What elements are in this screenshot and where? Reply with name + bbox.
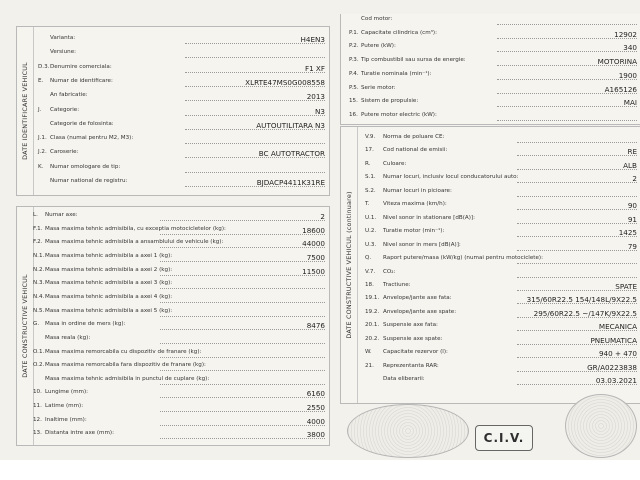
field-row — [38, 163, 325, 174]
value-underline — [160, 275, 325, 276]
field-label: Masa maxima remorcabila fara dispozitiv de franare (kg): — [45, 362, 206, 369]
field-value: MECANICA — [598, 322, 637, 332]
side-label: DATE CONSTRUCTIVE VEHICUL (continuare) — [341, 127, 358, 403]
field-label: Capacitate cilindrica (cm³): — [361, 29, 437, 36]
field-code: N.1. — [33, 252, 45, 259]
field-label: Reprezentanta RAR: — [383, 362, 439, 369]
field-label: Lungime (mm): — [45, 389, 89, 396]
value-underline — [497, 24, 637, 25]
field-code: F.2. — [33, 239, 43, 246]
field-code: J. — [38, 106, 42, 113]
field-code: 15. — [349, 98, 358, 105]
value-underline — [160, 438, 325, 439]
field-label: Raport putere/masa (kW/kg) (numai pentru motociclete): — [383, 255, 543, 262]
field-row — [33, 429, 325, 440]
field-label: Tractiune: — [383, 281, 411, 288]
field-code: V.7. — [365, 268, 376, 275]
side-label: DATE IDENTIFICARE VEHICUL — [17, 27, 34, 195]
field-code: S.1. — [365, 174, 376, 181]
field-row — [365, 200, 637, 211]
field-code: J.1. — [38, 135, 47, 142]
field-code: 16. — [349, 111, 358, 118]
field-label: Numar locuri, inclusiv locul conducatorului auto: — [383, 174, 519, 181]
field-row — [38, 134, 325, 145]
field-value: 03.03.2021 — [595, 376, 637, 386]
field-code: E. — [38, 77, 44, 84]
field-code: 12. — [33, 416, 42, 423]
field-label: Masa maxima tehnic admisibila a axei 1 (kg): — [45, 252, 173, 259]
field-row — [33, 348, 325, 359]
field-code: 17. — [365, 147, 374, 154]
field-label: Masa maxima tehnic admisibila in punctul de cuplare (kg): — [45, 375, 210, 382]
field-value: PNEUMATICA — [590, 335, 637, 345]
field-label: Numar axe: — [45, 212, 78, 218]
field-value: 1900 — [618, 70, 637, 80]
field-label: Categorie de folosinta: — [50, 120, 114, 127]
field-label: Nivel sonor in stationare [dB(A)]: — [383, 214, 475, 221]
field-code: V.9. — [365, 134, 376, 140]
field-value: XLRTE47MS0G008558 — [245, 77, 325, 87]
field-value: H4EN3 — [300, 35, 325, 44]
field-row — [349, 42, 637, 53]
value-underline — [185, 100, 325, 101]
field-row — [38, 148, 325, 159]
field-code: K. — [38, 163, 44, 170]
field-label: Numar omologare de tip: — [50, 163, 121, 170]
side-label: DATE CONSTRUCTIVE VEHICUL — [17, 207, 34, 445]
field-code: N.2. — [33, 266, 45, 273]
field-value: 2 — [320, 212, 325, 221]
field-row — [365, 214, 637, 225]
field-code: O.1. — [33, 348, 45, 355]
field-row — [33, 252, 325, 263]
field-label: Numar de identificare: — [50, 77, 113, 84]
field-code: 21. — [365, 362, 374, 369]
field-label: Masa maxima tehnic admisibila a axei 4 (kg): — [45, 293, 173, 300]
field-row — [38, 106, 325, 117]
value-underline — [517, 182, 637, 183]
field-code: N.3. — [33, 280, 45, 287]
field-label: An fabricatie: — [50, 92, 88, 99]
field-code: F.1. — [33, 225, 43, 232]
field-value: 2550 — [306, 403, 325, 413]
field-row — [365, 335, 637, 346]
value-underline — [160, 397, 325, 398]
field-code: 19.2. — [365, 308, 380, 315]
field-row — [349, 70, 637, 81]
value-underline — [497, 120, 637, 121]
field-row — [365, 133, 637, 144]
field-code: 20.2. — [365, 335, 380, 342]
field-label: Culoare: — [383, 160, 407, 167]
value-underline — [497, 79, 637, 80]
field-row — [365, 173, 637, 184]
field-code: 13. — [33, 430, 42, 437]
field-row — [365, 254, 637, 265]
field-value: 1425 — [618, 228, 637, 238]
field-code: N.4. — [33, 293, 45, 300]
field-label: Norma de poluare CE: — [383, 134, 445, 140]
value-underline — [517, 250, 637, 251]
field-label: Sistem de propulsie: — [361, 98, 419, 105]
field-value: 6160 — [306, 389, 325, 399]
construction-continuation-panel — [340, 126, 640, 404]
field-label: Putere (kW): — [361, 43, 396, 50]
value-underline — [185, 57, 325, 58]
field-value: 79 — [627, 241, 637, 251]
field-code: U.1. — [365, 214, 377, 221]
field-row — [33, 307, 325, 318]
field-label: Anvelope/jante axe fata: — [383, 295, 452, 302]
field-row — [365, 375, 637, 386]
field-row — [365, 294, 637, 305]
field-code: 18. — [365, 281, 374, 288]
value-underline — [517, 142, 637, 143]
field-row — [33, 402, 325, 413]
field-value: 940 + 470 — [598, 349, 637, 359]
field-row — [365, 281, 637, 292]
value-underline — [160, 411, 325, 412]
field-row — [33, 416, 325, 427]
field-value: N3 — [315, 106, 325, 116]
field-row — [365, 362, 637, 373]
field-value: A165126 — [604, 84, 637, 94]
field-label: Masa maxima tehnic admisibila a axei 2 (kg): — [45, 266, 173, 273]
field-row — [33, 293, 325, 304]
field-row — [33, 388, 325, 399]
field-label: Caroserie: — [50, 149, 79, 156]
field-value: 2 — [632, 174, 637, 184]
field-row — [38, 34, 325, 45]
field-label: Viteza maxima (km/h): — [383, 201, 447, 208]
field-value: BJDACP4411K31RE — [256, 178, 325, 187]
field-row — [33, 375, 325, 386]
field-label: Serie motor: — [361, 84, 396, 91]
field-row — [38, 77, 325, 88]
field-label: Distanta intre axe (mm): — [45, 430, 114, 437]
field-code: O.2. — [33, 362, 45, 369]
field-code: J.2. — [38, 149, 47, 156]
field-value: MOTORINA — [597, 57, 637, 67]
field-value: 295/60R22.5 ~/147K/9X22.5 — [533, 308, 637, 318]
field-row — [33, 225, 325, 236]
field-label: Suspensie axe fata: — [383, 322, 438, 329]
field-code: W. — [365, 349, 372, 356]
field-value: ALB — [623, 160, 637, 170]
value-underline — [517, 209, 637, 210]
field-row — [38, 91, 325, 102]
field-label: Masa reala (kg): — [45, 334, 91, 341]
field-row — [365, 187, 637, 198]
field-code: 10. — [33, 389, 42, 396]
value-underline — [160, 261, 325, 262]
field-label: Turatie motor (min⁻¹): — [383, 228, 445, 235]
field-label: Masa maxima tehnic admisibila, cu exceptia motocicletelor (kg): — [45, 225, 226, 232]
field-code: P.1. — [349, 29, 359, 36]
field-row — [33, 320, 325, 331]
field-value: 18600 — [302, 225, 325, 235]
field-label: Denumire comerciala: — [50, 63, 112, 70]
field-label: Numar locuri in picioare: — [383, 187, 452, 194]
field-label: CO₂: — [383, 268, 396, 275]
value-underline — [160, 220, 325, 221]
field-label: Latime (mm): — [45, 403, 84, 410]
field-label: Versiune: — [50, 49, 77, 56]
field-value: 7500 — [306, 252, 325, 262]
value-underline — [160, 384, 325, 385]
field-row — [349, 97, 637, 108]
field-row — [349, 29, 637, 40]
value-underline — [497, 106, 637, 107]
field-row — [33, 238, 325, 249]
field-label: Capacitate rezervor (l): — [383, 349, 448, 356]
value-underline — [160, 343, 325, 344]
value-underline — [497, 51, 637, 52]
field-code: U.3. — [365, 241, 377, 248]
field-label: Turatie nominala (min⁻¹): — [361, 70, 432, 77]
field-row — [33, 211, 325, 222]
field-row — [38, 48, 325, 59]
field-code: R. — [365, 160, 371, 167]
field-label: Masa in ordine de mers (kg): — [45, 321, 126, 328]
field-row — [38, 120, 325, 131]
field-row — [365, 308, 637, 319]
field-label: Cod motor: — [361, 16, 393, 22]
field-row — [365, 321, 637, 332]
field-row — [33, 266, 325, 277]
value-underline — [160, 425, 325, 426]
value-underline — [517, 169, 637, 170]
field-value: MAI — [623, 98, 637, 108]
value-underline — [160, 247, 325, 248]
field-value: 44000 — [302, 239, 325, 249]
field-value: BC AUTOTRACTOR — [258, 149, 325, 159]
value-underline — [185, 172, 325, 173]
field-code: U.2. — [365, 228, 377, 235]
field-code: D.3. — [38, 63, 50, 70]
field-value: 3800 — [306, 430, 325, 440]
field-label: Varianta: — [50, 35, 76, 41]
field-row — [349, 111, 637, 122]
identification-panel — [16, 26, 330, 196]
field-row — [349, 56, 637, 67]
field-code: S.2. — [365, 187, 376, 194]
field-row — [365, 241, 637, 252]
value-underline — [160, 370, 325, 371]
field-row — [33, 361, 325, 372]
value-underline — [517, 196, 637, 197]
value-underline — [517, 277, 637, 278]
field-value: RE — [627, 147, 637, 157]
field-code: L. — [33, 212, 38, 218]
value-underline — [160, 316, 325, 317]
field-label: Inaltime (mm): — [45, 416, 87, 423]
field-label: Masa maxima tehnic admisibila a axei 3 (kg): — [45, 280, 173, 287]
guilloche-seal-left — [347, 404, 469, 458]
field-code: P.4. — [349, 70, 359, 77]
value-underline — [160, 302, 325, 303]
field-label: Anvelope/jante axe spate: — [383, 308, 457, 315]
field-code: 19.1. — [365, 295, 380, 302]
field-label: Data eliberarii: — [383, 376, 425, 383]
field-value: AUTOUTILITARA N3 — [256, 120, 325, 130]
field-value: 91 — [627, 214, 637, 224]
field-code: N.5. — [33, 307, 45, 314]
field-label: Numar national de registru: — [50, 178, 128, 184]
value-underline — [160, 234, 325, 235]
field-label: Putere motor electric (kW): — [361, 111, 437, 118]
value-underline — [160, 357, 325, 358]
field-value: 340 — [623, 43, 637, 53]
field-value: GR/A0223838 — [587, 362, 637, 372]
field-row — [365, 268, 637, 279]
civ-logo: C.I.V. — [475, 425, 533, 451]
field-label: Tip combustibil sau sursa de energie: — [361, 57, 466, 64]
field-row — [38, 63, 325, 74]
field-row — [349, 84, 637, 95]
field-code: 11. — [33, 403, 42, 410]
value-underline — [185, 115, 325, 116]
field-value: 315/60R22.5 154/148L/9X22.5 — [526, 295, 637, 305]
value-underline — [160, 288, 325, 289]
field-row — [33, 334, 325, 345]
field-value: 90 — [627, 201, 637, 211]
field-code: P.2. — [349, 43, 359, 50]
field-label: Cod national de emisii: — [383, 147, 448, 154]
field-value: 8476 — [306, 321, 325, 331]
field-code: T. — [365, 201, 370, 208]
field-row — [349, 15, 637, 26]
field-value: SPATE — [615, 281, 637, 291]
guilloche-seal-right — [565, 394, 637, 458]
field-value: 2013 — [306, 92, 325, 102]
value-underline — [160, 329, 325, 330]
value-underline — [517, 155, 637, 156]
field-label: Clasa (numai pentru M2, M3): — [50, 135, 134, 142]
field-code: G. — [33, 321, 40, 328]
field-label: Masa maxima tehnic admisibila a ansamblului de vehicule (kg): — [45, 239, 224, 246]
field-code: 20.1. — [365, 322, 380, 329]
field-row — [365, 160, 637, 171]
field-value: F1 XF — [304, 63, 325, 73]
construction-panel — [16, 206, 330, 446]
field-label: Masa maxima remorcabila cu dispozitiv de franare (kg): — [45, 348, 202, 355]
field-value: 11500 — [302, 266, 325, 276]
field-row — [365, 348, 637, 359]
field-label: Masa maxima tehnic admisibila a axei 5 (kg): — [45, 307, 173, 314]
value-underline — [185, 143, 325, 144]
field-label: Nivel sonor in mers [dB(A)]: — [383, 241, 461, 248]
field-row — [38, 177, 325, 188]
field-row — [33, 279, 325, 290]
field-label: Categorie: — [50, 106, 80, 113]
field-code: Q. — [365, 255, 372, 262]
field-label: Suspensie axe spate: — [383, 335, 443, 342]
field-code: P.3. — [349, 57, 359, 64]
field-value: 4000 — [306, 416, 325, 426]
value-underline — [517, 223, 637, 224]
field-row — [365, 227, 637, 238]
field-code: P.5. — [349, 84, 359, 91]
field-value: 12902 — [614, 29, 637, 39]
value-underline — [517, 263, 637, 264]
field-row — [365, 146, 637, 157]
engine-panel — [340, 14, 640, 125]
